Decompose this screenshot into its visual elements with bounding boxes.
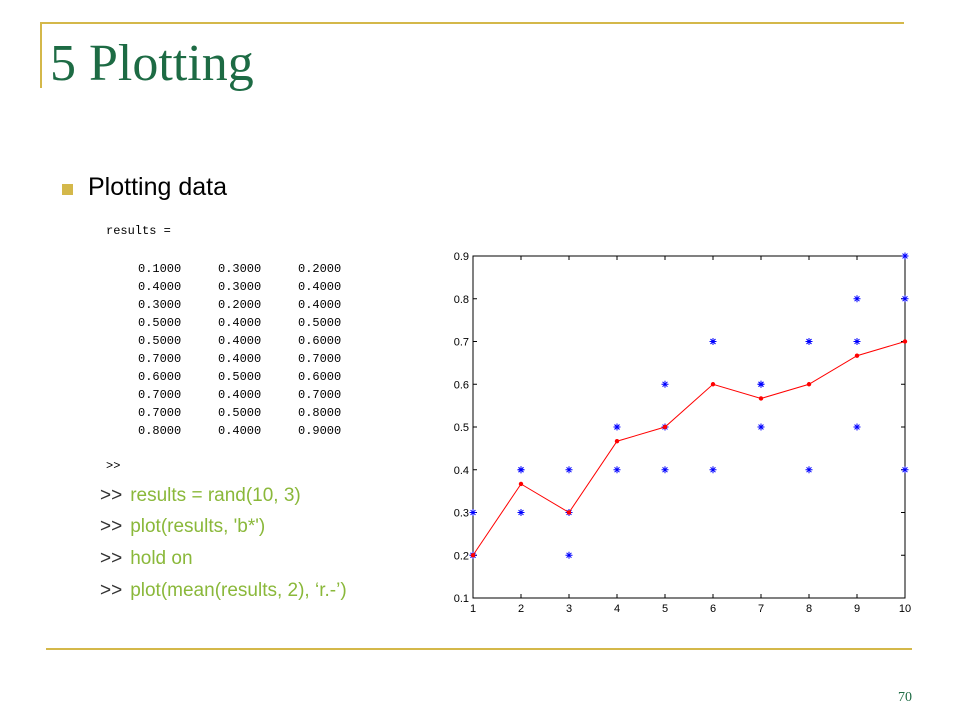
console-results-cell: 0.7000: [138, 406, 182, 420]
console-results-cell: 0.4000: [218, 388, 262, 402]
console-results-cell: 0.2000: [218, 298, 262, 312]
blue-star-point: [566, 466, 573, 473]
plot-axes-box: [473, 256, 905, 598]
x-tick-label: 10: [898, 603, 912, 615]
console-results-cell: 0.3000: [218, 262, 262, 276]
mean-point: [807, 382, 811, 386]
x-tick-label: 7: [757, 603, 765, 615]
mean-point: [903, 339, 907, 343]
blue-star-point: [902, 466, 909, 473]
y-tick-label: 0.6: [453, 379, 469, 392]
console-results-cell: 0.4000: [138, 280, 182, 294]
console-results-cell: 0.6000: [298, 334, 342, 348]
x-tick-label: 6: [709, 603, 717, 615]
blue-star-point: [854, 338, 861, 345]
console-results-cell: 0.8000: [138, 424, 182, 438]
y-tick-label: 0.1: [453, 593, 469, 605]
command-text: hold on: [130, 548, 193, 569]
x-tick-label: 3: [565, 603, 573, 615]
blue-star-point: [806, 466, 813, 473]
command-prompt: >>: [100, 548, 123, 569]
console-results-cell: 0.4000: [218, 424, 262, 438]
command-prompt: >>: [100, 580, 123, 601]
console-results-cell: 0.4000: [298, 280, 342, 294]
console-results-cell: 0.7000: [138, 388, 182, 402]
console-results-cell: 0.9000: [298, 424, 342, 438]
blue-star-point: [854, 424, 861, 431]
blue-star-point: [902, 253, 909, 260]
blue-star-point: [566, 552, 573, 559]
y-tick-label: 0.7: [453, 336, 469, 349]
console-results-cell: 0.5000: [298, 316, 342, 330]
x-tick-label: 5: [661, 603, 669, 615]
console-results-cell: 0.1000: [138, 262, 182, 276]
slide-title: 5 Plotting: [50, 35, 254, 92]
x-tick-label: 4: [613, 603, 621, 615]
console-results-cell: 0.3000: [218, 280, 262, 294]
console-results-cell: 0.4000: [218, 352, 262, 366]
console-results-cell: 0.3000: [138, 298, 182, 312]
console-results-cell: 0.7000: [298, 352, 342, 366]
blue-star-point: [758, 381, 765, 388]
blue-star-point: [806, 338, 813, 345]
console-results-cell: 0.8000: [298, 406, 342, 420]
command-text: plot(results, 'b*'): [130, 516, 266, 537]
blue-star-point: [710, 466, 717, 473]
console-results-cell: 0.4000: [298, 298, 342, 312]
console-results-cell: 0.5000: [138, 316, 182, 330]
bullet-text: Plotting data: [88, 173, 227, 201]
x-tick-label: 2: [517, 603, 525, 615]
console-results-cell: 0.6000: [298, 370, 342, 384]
console-results-cell: 0.4000: [218, 316, 262, 330]
mean-point: [567, 510, 571, 514]
console-results-cell: 0.5000: [218, 406, 262, 420]
x-tick-label: 9: [853, 603, 861, 615]
blue-star-point: [518, 509, 525, 516]
blue-star-point: [518, 466, 525, 473]
y-tick-label: 0.8: [453, 293, 469, 306]
y-tick-label: 0.9: [453, 251, 469, 263]
mean-point: [855, 354, 859, 358]
console-results-cell: 0.6000: [138, 370, 182, 384]
console-results-cell: 0.7000: [138, 352, 182, 366]
command-text: results = rand(10, 3): [130, 485, 301, 506]
blue-star-point: [902, 295, 909, 302]
x-tick-label: 8: [805, 603, 813, 615]
blue-star-point: [758, 424, 765, 431]
mean-point: [615, 439, 619, 443]
command-text: plot(mean(results, 2), ‘r.-’): [130, 580, 347, 601]
blue-star-point: [614, 424, 621, 431]
command-prompt: >>: [100, 485, 123, 506]
blue-star-point: [470, 509, 477, 516]
mean-point: [519, 482, 523, 486]
console-results-cell: 0.5000: [138, 334, 182, 348]
mean-point: [471, 553, 475, 557]
page-number: 70: [898, 690, 912, 705]
console-results-cell: 0.7000: [298, 388, 342, 402]
blue-star-point: [662, 381, 669, 388]
blue-star-point: [662, 466, 669, 473]
blue-star-point: [710, 338, 717, 345]
console-results-cell: 0.2000: [298, 262, 342, 276]
y-tick-label: 0.4: [453, 464, 469, 477]
mean-point: [663, 425, 667, 429]
y-tick-label: 0.2: [453, 550, 469, 563]
blue-star-point: [614, 466, 621, 473]
console-prompt: >>: [106, 459, 121, 473]
console-results-label: results =: [106, 224, 171, 238]
blue-star-point: [854, 295, 861, 302]
y-tick-label: 0.5: [453, 422, 469, 434]
console-results-cell: 0.4000: [218, 334, 262, 348]
command-prompt: >>: [100, 516, 123, 537]
mean-point: [711, 382, 715, 386]
console-results-cell: 0.5000: [218, 370, 262, 384]
mean-point: [759, 396, 763, 400]
y-tick-label: 0.3: [453, 507, 469, 520]
x-tick-label: 1: [469, 603, 477, 615]
